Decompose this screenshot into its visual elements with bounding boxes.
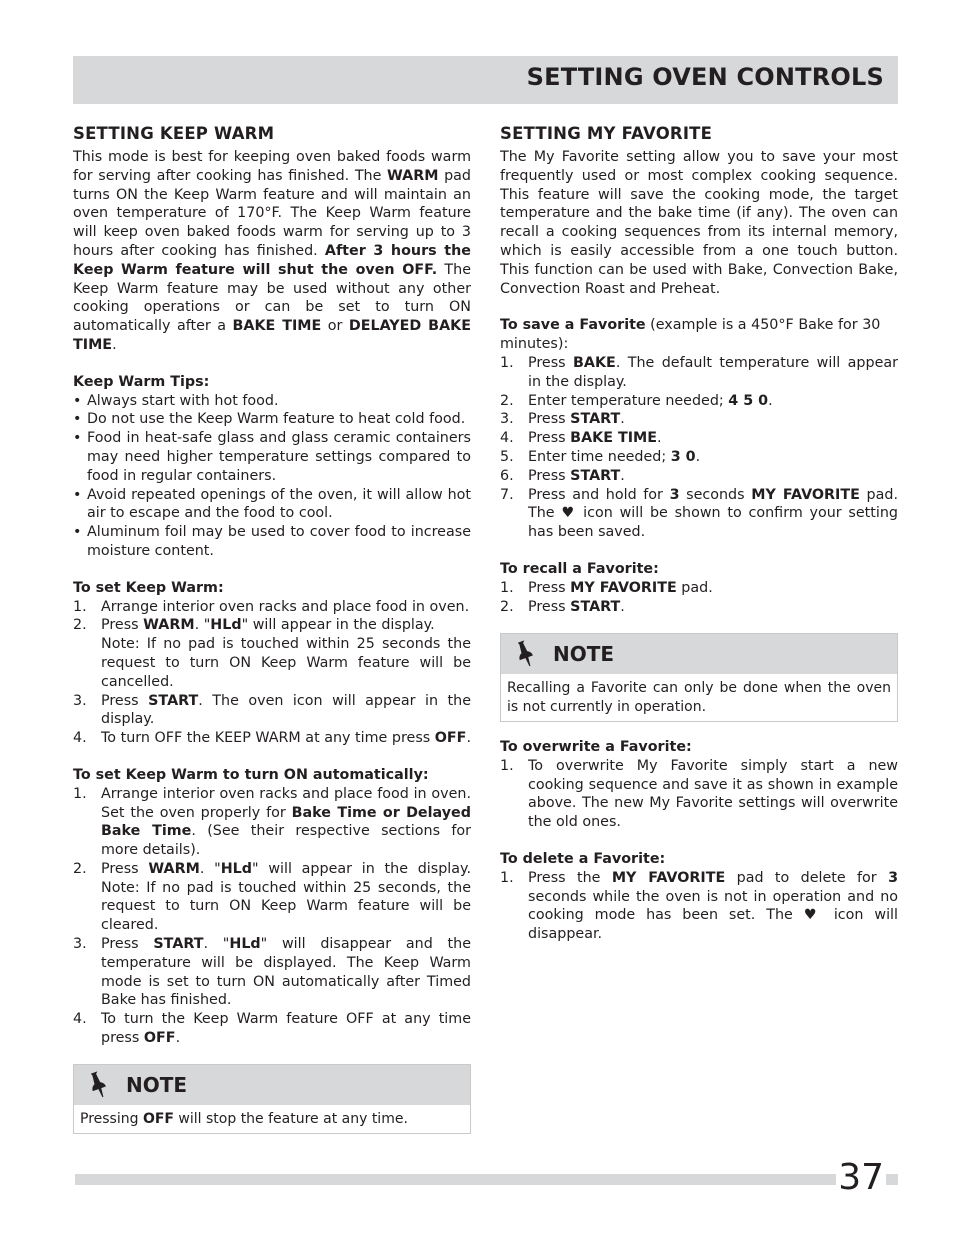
list-item: • Always start with hot food. <box>73 392 279 409</box>
bold-text: 3 <box>888 869 899 886</box>
step-number: 3. <box>73 936 87 953</box>
step-text: Enter time needed; 3 0. <box>528 448 701 465</box>
bold-text: To save a Favorite <box>500 317 646 334</box>
bold-text: START <box>148 692 199 709</box>
step-text: Press BAKE. The default temperature will appear in the display. <box>528 354 899 390</box>
delete-favorite-steps <box>500 869 898 944</box>
bold-text: MY FAVORITE <box>611 869 726 886</box>
step-text: Press START. "HLd" will disappear and the temperature will be displayed. The Keep Warm mode is set to turn ON automatically after Timed Bake has finished. <box>101 936 471 1009</box>
list-item: • Avoid repeated openings of the oven, it will allow hot air to escape and the food to cool. <box>73 486 471 522</box>
bold-text: MY FAVORITE <box>570 579 677 596</box>
step-text: Press BAKE TIME. <box>528 430 662 447</box>
bold-text: 3 0 <box>670 448 696 465</box>
bullet-icon: • <box>73 430 82 447</box>
bold-text: BAKE TIME <box>570 430 658 447</box>
step-number: 3. <box>73 692 87 709</box>
my-favorite-section <box>500 124 898 944</box>
bold-text: OFF <box>434 730 467 747</box>
bold-text: MY FAVORITE <box>751 486 860 503</box>
bold-text: DELAYED BAKE TIME <box>73 318 471 353</box>
step-text: Press START. <box>528 598 625 615</box>
step-item <box>73 616 471 691</box>
step-text: Arrange interior oven racks and place food in oven. <box>101 598 470 615</box>
step-item <box>500 869 898 944</box>
keep-warm-section <box>73 124 471 1134</box>
step-text: Press START. <box>528 411 625 428</box>
bold-text: START <box>570 467 621 484</box>
keep-warm-intro: This mode is best for keeping oven baked foods warm for serving after cooking has finished. The WARM pad turns ON the Keep Warm feature and will maintain an oven temperature of 170°F. The Keep Warm feature will keep oven baked foods warm for serving up to 3 hours after cooking has finished. After 3 hours the Keep Warm feature will shut the oven OFF. The Keep Warm feature may be used without any other cooking operations or can be set to turn ON automatically after a BAKE TIME or DELAYED BAKE TIME. <box>73 149 471 353</box>
step-text: Press MY FAVORITE pad. <box>528 579 713 596</box>
page-number: 37 <box>838 1157 884 1198</box>
bold-text: WARM <box>387 167 439 184</box>
note-text: Pressing OFF will stop the feature at any time. <box>80 1110 408 1127</box>
step-item <box>73 1010 471 1048</box>
bold-text: OFF <box>143 1030 176 1047</box>
save-favorite-steps <box>500 354 898 542</box>
step-number: 7. <box>500 486 514 503</box>
bold-text: OFF <box>142 1110 174 1127</box>
step-item <box>500 467 898 486</box>
step-number: 2. <box>500 392 514 409</box>
auto-keep-warm-steps <box>73 785 471 1048</box>
header-bar <box>73 56 898 104</box>
note-title: NOTE <box>553 642 615 667</box>
keep-warm-heading: SETTING KEEP WARM <box>73 124 275 143</box>
step-number: 4. <box>73 1011 87 1028</box>
step-item <box>500 392 898 411</box>
bold-text: BAKE <box>573 354 616 371</box>
bold-text: HLd <box>229 936 261 953</box>
list-item: • Aluminum foil may be used to cover food to increase moisture content. <box>73 524 471 559</box>
footer-bar <box>75 1174 898 1185</box>
step-text: Arrange interior oven racks and place food in oven. Set the oven properly for Bake Time or Delayed Bake Time. (See their respective sections for more details). <box>101 785 471 859</box>
step-item <box>500 486 898 542</box>
note-header <box>74 1065 470 1105</box>
overwrite-favorite-steps <box>500 757 898 832</box>
step-item <box>73 598 471 617</box>
note-text: Recalling a Favorite can only be done when the oven is not currently in operation. <box>507 680 891 716</box>
note-title: NOTE <box>126 1072 188 1097</box>
step-text: Enter temperature needed; 4 5 0. <box>528 392 773 409</box>
bold-text: 3 <box>669 486 680 503</box>
step-number: 4. <box>500 430 514 447</box>
bold-text: START <box>153 936 204 953</box>
bullet-icon: • <box>73 392 82 409</box>
my-favorite-intro: The My Favorite setting allow you to save your most frequently used or most complex cooking sequence. This feature will save the cooking mode, the target temperature and the bake time (if any). The oven can recall a cooking sequences from its internal memory, which is easily accessible from a one touch button. This function can be used with Bake, Convection Bake, Convection Roast and Preheat. <box>500 149 898 297</box>
step-number: 1. <box>500 354 514 371</box>
step-item <box>500 410 898 429</box>
bold-text: 4 5 0 <box>728 392 769 409</box>
bullet-icon: • <box>73 411 82 428</box>
pushpin-icon <box>514 640 536 668</box>
step-item <box>73 785 471 860</box>
step-item <box>73 692 471 730</box>
pushpin-icon <box>87 1071 109 1099</box>
step-number: 2. <box>500 598 514 615</box>
step-number: 1. <box>73 598 87 615</box>
step-number: 2. <box>73 617 87 634</box>
bold-text: HLd <box>210 617 242 634</box>
step-number: 1. <box>500 579 514 596</box>
bullet-icon: • <box>73 486 82 503</box>
step-item <box>73 935 471 1010</box>
keep-warm-tips-list <box>73 392 471 561</box>
step-text: Press START. <box>528 467 625 484</box>
bold-text: START <box>570 411 621 428</box>
keep-warm-note-box <box>73 1064 471 1134</box>
bold-text: After 3 hours the Keep Warm feature will shut the oven OFF. <box>73 242 471 278</box>
step-number: 1. <box>500 757 514 774</box>
step-number: 4. <box>73 730 87 747</box>
list-item: • Food in heat-safe glass and glass ceramic containers may need higher temperature settings compared to food in regular containers. <box>73 430 471 484</box>
bullet-icon: • <box>73 524 82 541</box>
overwrite-favorite-heading: To overwrite a Favorite: <box>500 738 692 755</box>
bold-text: WARM <box>143 617 195 634</box>
step-item <box>73 729 471 748</box>
bold-text: HLd <box>220 860 252 877</box>
step-item <box>500 448 898 467</box>
step-item <box>500 354 898 392</box>
step-item <box>500 598 898 617</box>
set-keep-warm-steps <box>73 598 471 748</box>
favorite-note-box <box>500 633 898 722</box>
step-number: 3. <box>500 411 514 428</box>
step-text: To overwrite My Favorite simply start a new cooking sequence and save it as shown in example above. The new My Favorite settings will overwrite the old ones. <box>528 757 898 831</box>
step-item <box>500 757 898 832</box>
step-text: Press WARM. "HLd" will appear in the display. Note: If no pad is touched within 25 seconds, the request to turn ON Keep Warm feature will be cleared. <box>101 860 472 934</box>
auto-keep-warm-heading: To set Keep Warm to turn ON automatically: <box>73 766 429 783</box>
list-item: • Do not use the Keep Warm feature to heat cold food. <box>73 411 466 428</box>
bold-text: WARM <box>148 860 200 877</box>
step-text: Press START. The oven icon will appear in the display. <box>101 692 471 728</box>
delete-favorite-heading: To delete a Favorite: <box>500 850 666 867</box>
step-item <box>500 579 898 598</box>
step-text: To turn the Keep Warm feature OFF at any time press OFF. <box>101 1011 471 1047</box>
step-number: 1. <box>500 869 514 886</box>
step-text: Press WARM. "HLd" will appear in the display. Note: If no pad is touched within 25 seconds the request to turn ON Keep Warm feature will be cancelled. <box>101 617 471 690</box>
recall-favorite-steps <box>500 579 898 617</box>
recall-favorite-heading: To recall a Favorite: <box>500 560 659 577</box>
step-text: Press the MY FAVORITE pad to delete for 3 seconds while the oven is not in operation and no cooking mode has been set. The ♥ icon will disappear. <box>528 869 899 943</box>
step-number: 1. <box>73 785 87 802</box>
step-text: To turn OFF the KEEP WARM at any time press OFF. <box>101 730 471 747</box>
step-number: 5. <box>500 448 514 465</box>
step-item <box>500 429 898 448</box>
note-header <box>501 634 897 674</box>
page-title: SETTING OVEN CONTROLS <box>526 63 884 91</box>
bold-text: START <box>570 598 621 615</box>
my-favorite-heading: SETTING MY FAVORITE <box>500 124 713 143</box>
save-favorite-intro: To save a Favorite (example is a 450°F Bake for 30 minutes): <box>500 317 881 353</box>
step-number: 6. <box>500 467 514 484</box>
bold-text: BAKE TIME <box>232 318 322 335</box>
step-item <box>73 860 471 935</box>
step-text: Press and hold for 3 seconds MY FAVORITE pad. The ♥ icon will be shown to confirm your setting has been saved. <box>528 486 898 541</box>
set-keep-warm-heading: To set Keep Warm: <box>73 579 224 596</box>
keep-warm-tips-heading: Keep Warm Tips: <box>73 373 210 390</box>
step-number: 2. <box>73 860 87 877</box>
bold-text: Bake Time or Delayed Bake Time <box>101 804 471 840</box>
